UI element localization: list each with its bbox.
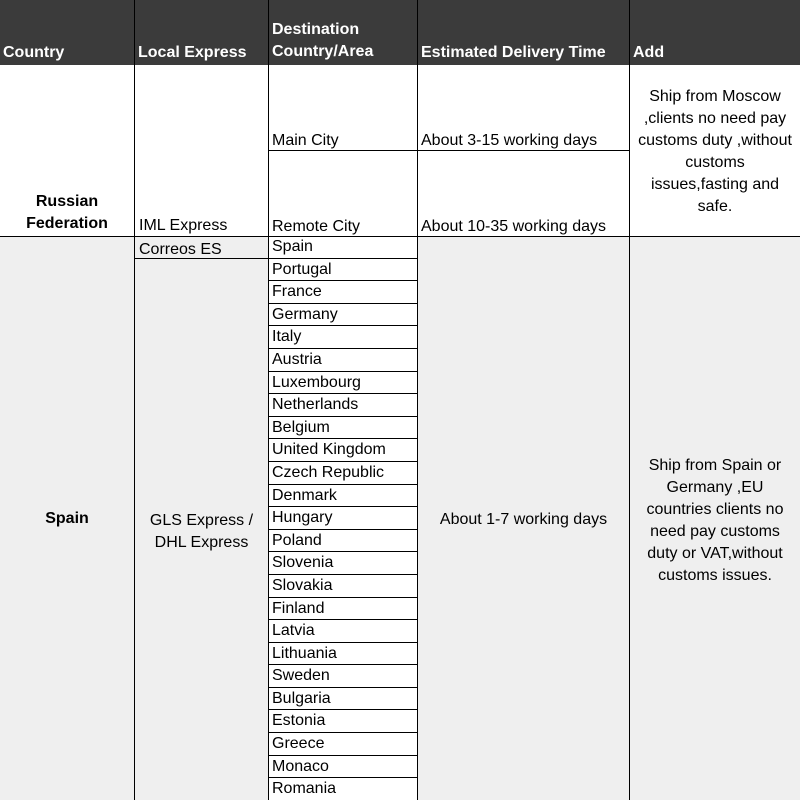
spain-note-line: Germany ,EU <box>666 479 764 496</box>
destination-row: Finland <box>269 598 417 621</box>
destination-row: Romania <box>269 778 417 800</box>
header-add <box>630 0 800 65</box>
header-delivery-time-label: Estimated Delivery Time <box>421 44 606 61</box>
russia-note <box>630 86 800 218</box>
spain-note-line: duty or VAT,without <box>647 545 783 562</box>
russia-note-line: ,clients no need pay <box>643 110 787 127</box>
destination-row: Estonia <box>269 710 417 733</box>
spain-note-line: need pay customs <box>650 523 780 540</box>
destination-row: Hungary <box>269 507 417 530</box>
russia-note-line: safe. <box>697 198 733 215</box>
russia-destination-remote: Remote City <box>272 218 361 235</box>
russia-carrier: IML Express <box>139 217 228 234</box>
spain-carrier-gls-dhl <box>135 510 268 554</box>
header-destination <box>269 0 417 65</box>
header-delivery-time <box>418 0 629 65</box>
destination-row: Latvia <box>269 620 417 643</box>
destination-row: Austria <box>269 349 417 372</box>
russia-note-line: Ship from Moscow <box>649 88 781 105</box>
russia-note-line: issues,fasting and <box>650 176 780 193</box>
russia-note-line: customs duty ,without <box>638 132 792 149</box>
header-country <box>0 0 134 65</box>
spain-delivery: About 1-7 working days <box>439 511 608 528</box>
russia-note-line: customs <box>685 154 745 171</box>
destination-row: Spain <box>269 236 417 259</box>
destination-row: Germany <box>269 304 417 327</box>
russia-country-line1: Russian <box>35 193 99 210</box>
grid-line <box>417 0 418 800</box>
header-destination-line1: Destination <box>272 21 360 38</box>
spain-country: Spain <box>45 510 89 527</box>
destination-row: Sweden <box>269 665 417 688</box>
header-add-label: Add <box>633 44 665 61</box>
spain-note-line: countries clients no <box>646 501 784 518</box>
header-local-express-label: Local Express <box>138 44 247 61</box>
destination-row: Czech Republic <box>269 462 417 485</box>
spain-carrier-correos: Correos ES <box>139 241 222 258</box>
destination-row: Netherlands <box>269 394 417 417</box>
russia-country-line2: Federation <box>26 215 108 232</box>
spain-carrier-line: DHL Express <box>154 534 249 551</box>
destination-row: Poland <box>269 530 417 553</box>
spain-carrier-line: GLS Express / <box>149 512 254 529</box>
destination-row: Portugal <box>269 259 417 282</box>
spain-destination-list <box>269 236 417 800</box>
russia-delivery-remote: About 10-35 working days <box>421 218 606 235</box>
header-local-express <box>135 0 268 65</box>
destination-row: France <box>269 281 417 304</box>
grid-line <box>268 150 629 151</box>
header-destination-line2: Country/Area <box>272 43 374 60</box>
grid-line <box>134 258 268 259</box>
header-country-label: Country <box>3 44 65 61</box>
spain-note <box>630 455 800 587</box>
spain-note-line: customs issues. <box>658 567 772 584</box>
grid-line <box>0 236 800 237</box>
spain-note-line: Ship from Spain or <box>648 457 782 474</box>
destination-row: Belgium <box>269 417 417 440</box>
destination-row: Greece <box>269 733 417 756</box>
destination-row: Monaco <box>269 756 417 779</box>
russia-destination-main: Main City <box>272 132 339 149</box>
grid-line <box>134 0 135 800</box>
destination-row: Slovakia <box>269 575 417 598</box>
destination-row: Slovenia <box>269 552 417 575</box>
grid-line <box>268 0 269 800</box>
destination-row: Luxembourg <box>269 372 417 395</box>
russia-delivery-main: About 3-15 working days <box>421 132 598 149</box>
destination-row: Bulgaria <box>269 688 417 711</box>
russia-country <box>0 192 134 233</box>
grid-line <box>629 0 630 800</box>
destination-row: Lithuania <box>269 643 417 666</box>
destination-row: Italy <box>269 326 417 349</box>
destination-row: United Kingdom <box>269 439 417 462</box>
destination-row: Denmark <box>269 485 417 508</box>
